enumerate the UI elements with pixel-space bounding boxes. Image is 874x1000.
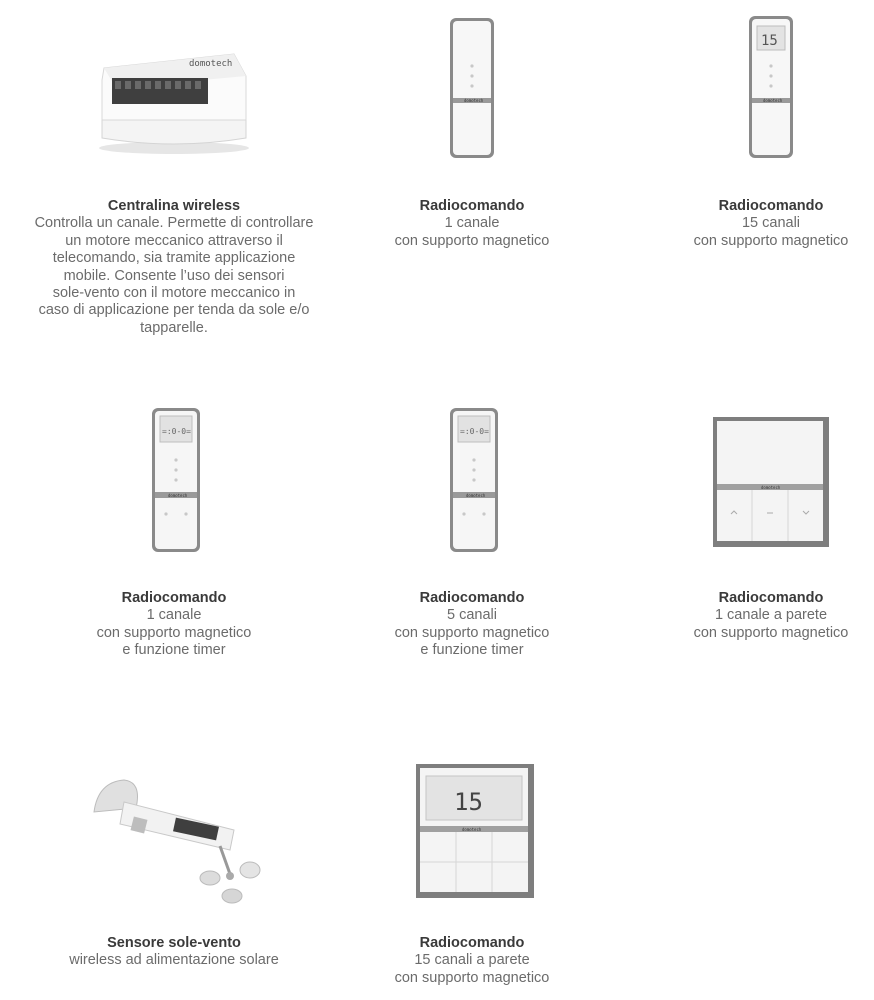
product-title: Radiocomando <box>718 198 824 214</box>
product-caption <box>621 198 874 250</box>
remote-1ch-image <box>322 14 622 164</box>
product-desc-line: un motore meccanico attraverso il <box>65 232 283 249</box>
product-title: Sensore sole-vento <box>107 935 241 951</box>
wall-display-text: 15 <box>454 788 483 816</box>
wireless-control-unit-image <box>24 28 324 158</box>
svg-text:domotech: domotech <box>462 827 482 832</box>
product-title: Radiocomando <box>419 590 525 606</box>
product-desc-line: 1 canale a parete <box>714 607 828 624</box>
product-desc-line: mobile. Consente l’uso dei sensori <box>63 267 285 284</box>
svg-text:domotech: domotech <box>189 59 233 69</box>
product-caption <box>322 590 622 660</box>
product-desc-line: con supporto magnetico <box>693 624 849 641</box>
product-desc-line: wireless ad alimentazione solare <box>69 952 279 969</box>
product-desc-line: Controlla un canale. Permette di controllare <box>34 215 314 232</box>
svg-text:domotech: domotech <box>763 98 783 103</box>
product-desc-line: tapparelle. <box>140 319 208 336</box>
svg-text:domotech: domotech <box>168 493 188 498</box>
product-desc-line: e funzione timer <box>122 642 226 659</box>
product-desc-line: 15 canali <box>741 215 801 232</box>
product-desc-line: 1 canale <box>444 215 500 232</box>
svg-text:=:0-0=: =:0-0= <box>460 427 489 436</box>
product-desc-line: 1 canale <box>146 607 202 624</box>
product-desc-line: sole-vento con il motore meccanico in <box>52 285 296 302</box>
wall-remote-15ch-image <box>322 760 622 902</box>
product-caption <box>322 935 622 987</box>
product-title: Radiocomando <box>419 198 525 214</box>
product-caption <box>24 590 324 660</box>
svg-text:=:0-0=: =:0-0= <box>162 427 191 436</box>
svg-text:domotech: domotech <box>466 493 486 498</box>
product-desc-line: 15 canali a parete <box>414 952 530 969</box>
product-desc-line: caso di applicazione per tenda da sole e/o <box>38 302 310 319</box>
product-desc-line: e funzione timer <box>420 642 524 659</box>
product-desc-line: con supporto magnetico <box>693 232 849 249</box>
product-desc-line: telecomando, sia tramite applicazione <box>52 250 296 267</box>
product-desc-line: con supporto magnetico <box>394 232 550 249</box>
product-caption <box>24 935 324 970</box>
product-caption <box>24 198 324 337</box>
product-desc-line: con supporto magnetico <box>394 969 550 986</box>
product-title: Radiocomando <box>419 935 525 951</box>
remote-1ch-timer-image <box>24 404 324 556</box>
product-desc-line: con supporto magnetico <box>394 624 550 641</box>
product-caption <box>621 590 874 642</box>
wall-remote-1ch-image <box>621 412 874 552</box>
svg-text:domotech: domotech <box>464 98 484 103</box>
remote-5ch-timer-image <box>322 404 622 556</box>
remote-display-text: 15 <box>761 33 778 49</box>
remote-15ch-image <box>621 14 874 164</box>
sun-wind-sensor-image <box>24 772 324 912</box>
product-title: Centralina wireless <box>107 198 241 214</box>
product-title: Radiocomando <box>718 590 824 606</box>
product-desc-line: 5 canali <box>447 607 497 624</box>
product-desc-line: con supporto magnetico <box>96 624 252 641</box>
product-caption <box>322 198 622 250</box>
svg-text:domotech: domotech <box>761 485 781 490</box>
product-title: Radiocomando <box>121 590 227 606</box>
